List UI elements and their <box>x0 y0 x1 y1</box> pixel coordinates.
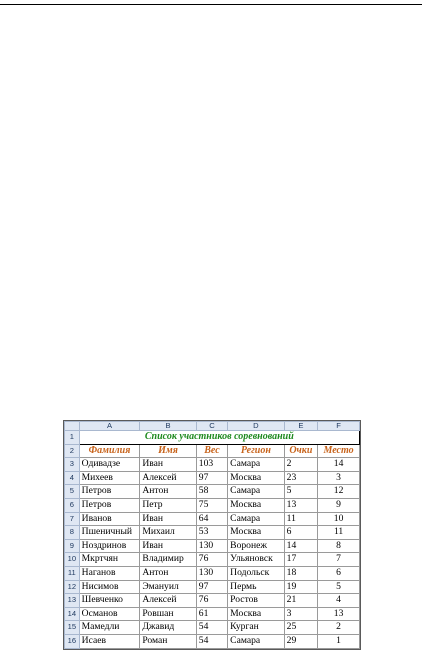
table-row <box>65 607 360 621</box>
table-row <box>65 471 360 485</box>
table-row <box>65 498 360 512</box>
points-cell[interactable]: 11 <box>284 512 317 526</box>
table-row <box>65 512 360 526</box>
surname-cell[interactable]: Пшеничный <box>79 526 140 540</box>
surname-cell[interactable]: Михеев <box>79 471 140 485</box>
weight-cell[interactable]: 61 <box>196 607 227 621</box>
place-cell[interactable]: 8 <box>318 539 360 553</box>
surname-cell[interactable]: Шевченко <box>79 594 140 608</box>
row-header[interactable]: 3 <box>65 458 80 472</box>
header-cell-place[interactable]: Место <box>318 444 360 458</box>
weight-cell[interactable]: 53 <box>196 526 227 540</box>
weight-cell[interactable]: 97 <box>196 580 227 594</box>
table-row <box>65 485 360 499</box>
place-cell[interactable]: 1 <box>318 634 360 648</box>
column-header-f[interactable]: F <box>318 422 360 431</box>
row-header[interactable]: 1 <box>65 431 80 445</box>
row-header[interactable]: 13 <box>65 594 80 608</box>
points-cell[interactable]: 13 <box>284 498 317 512</box>
points-cell[interactable]: 5 <box>284 485 317 499</box>
place-cell[interactable]: 3 <box>318 471 360 485</box>
surname-cell[interactable]: Мамедли <box>79 621 140 635</box>
row-header[interactable]: 14 <box>65 607 80 621</box>
header-cell-weight[interactable]: Вес <box>196 444 227 458</box>
title-row <box>65 431 360 445</box>
points-cell[interactable]: 6 <box>284 526 317 540</box>
place-cell[interactable]: 2 <box>318 621 360 635</box>
name-cell[interactable]: Иван <box>140 539 196 553</box>
table-row <box>65 634 360 648</box>
row-header[interactable]: 10 <box>65 553 80 567</box>
points-cell[interactable]: 3 <box>284 607 317 621</box>
place-cell[interactable]: 13 <box>318 607 360 621</box>
header-cell-region[interactable]: Регион <box>228 444 284 458</box>
weight-cell[interactable]: 103 <box>196 458 227 472</box>
name-cell[interactable]: Владимир <box>140 553 196 567</box>
place-cell[interactable]: 10 <box>318 512 360 526</box>
weight-cell[interactable]: 64 <box>196 512 227 526</box>
header-cell-name[interactable]: Имя <box>140 444 196 458</box>
row-header[interactable]: 16 <box>65 634 80 648</box>
surname-cell[interactable]: Наганов <box>79 566 140 580</box>
column-header-d[interactable]: D <box>228 422 284 431</box>
points-cell[interactable]: 14 <box>284 539 317 553</box>
weight-cell[interactable]: 76 <box>196 553 227 567</box>
weight-cell[interactable]: 75 <box>196 498 227 512</box>
table-row <box>65 539 360 553</box>
points-cell[interactable]: 23 <box>284 471 317 485</box>
place-cell[interactable]: 12 <box>318 485 360 499</box>
row-header[interactable]: 6 <box>65 498 80 512</box>
weight-cell[interactable]: 130 <box>196 539 227 553</box>
surname-cell[interactable]: Петров <box>79 498 140 512</box>
table-row <box>65 553 360 567</box>
row-header[interactable]: 9 <box>65 539 80 553</box>
weight-cell[interactable]: 76 <box>196 594 227 608</box>
name-cell[interactable]: Ровшан <box>140 607 196 621</box>
column-header-b[interactable]: B <box>140 422 196 431</box>
region-cell[interactable]: Самара <box>228 485 284 499</box>
select-all-corner[interactable] <box>65 422 80 431</box>
place-cell[interactable]: 11 <box>318 526 360 540</box>
place-cell[interactable]: 6 <box>318 566 360 580</box>
name-cell[interactable]: Петр <box>140 498 196 512</box>
row-header[interactable]: 8 <box>65 526 80 540</box>
region-cell[interactable]: Самара <box>228 634 284 648</box>
region-cell[interactable]: Москва <box>228 526 284 540</box>
surname-cell[interactable]: Мкртчян <box>79 553 140 567</box>
spreadsheet-grid <box>64 421 360 649</box>
name-cell[interactable]: Алексей <box>140 471 196 485</box>
name-cell[interactable]: Эмануил <box>140 580 196 594</box>
header-cell-points[interactable]: Очки <box>284 444 317 458</box>
place-cell[interactable]: 14 <box>318 458 360 472</box>
region-cell[interactable]: Пермь <box>228 580 284 594</box>
name-cell[interactable]: Иван <box>140 458 196 472</box>
name-cell[interactable]: Алексей <box>140 594 196 608</box>
column-header-c[interactable]: C <box>196 422 227 431</box>
row-header[interactable]: 5 <box>65 485 80 499</box>
name-cell[interactable]: Иван <box>140 512 196 526</box>
column-header-row <box>65 422 360 431</box>
row-header[interactable]: 15 <box>65 621 80 635</box>
weight-cell[interactable]: 58 <box>196 485 227 499</box>
region-cell[interactable]: Москва <box>228 607 284 621</box>
points-cell[interactable]: 19 <box>284 580 317 594</box>
row-header[interactable]: 12 <box>65 580 80 594</box>
surname-cell[interactable]: Ноздринов <box>79 539 140 553</box>
points-cell[interactable]: 17 <box>284 553 317 567</box>
region-cell[interactable]: Курган <box>228 621 284 635</box>
region-cell[interactable]: Подольск <box>228 566 284 580</box>
row-header[interactable]: 7 <box>65 512 80 526</box>
weight-cell[interactable]: 54 <box>196 634 227 648</box>
surname-cell[interactable]: Османов <box>79 607 140 621</box>
surname-cell[interactable]: Нисимов <box>79 580 140 594</box>
name-cell[interactable]: Роман <box>140 634 196 648</box>
region-cell[interactable]: Самара <box>228 458 284 472</box>
table-row <box>65 621 360 635</box>
place-cell[interactable]: 4 <box>318 594 360 608</box>
row-header[interactable]: 2 <box>65 444 80 458</box>
name-cell[interactable]: Антон <box>140 566 196 580</box>
points-cell[interactable]: 25 <box>284 621 317 635</box>
weight-cell[interactable]: 130 <box>196 566 227 580</box>
region-cell[interactable]: Воронеж <box>228 539 284 553</box>
points-cell[interactable]: 18 <box>284 566 317 580</box>
header-cell-surname[interactable]: Фамилия <box>79 444 140 458</box>
region-cell[interactable]: Ульяновск <box>228 553 284 567</box>
region-cell[interactable]: Ростов <box>228 594 284 608</box>
table-row <box>65 580 360 594</box>
name-cell[interactable]: Михаил <box>140 526 196 540</box>
table-row <box>65 566 360 580</box>
column-header-a[interactable]: A <box>79 422 140 431</box>
weight-cell[interactable]: 54 <box>196 621 227 635</box>
weight-cell[interactable]: 97 <box>196 471 227 485</box>
page-top-rule <box>0 4 422 5</box>
name-cell[interactable]: Антон <box>140 485 196 499</box>
table-row <box>65 458 360 472</box>
column-header-e[interactable]: E <box>284 422 317 431</box>
region-cell[interactable]: Москва <box>228 471 284 485</box>
name-cell[interactable]: Джавид <box>140 621 196 635</box>
surname-cell[interactable]: Исаев <box>79 634 140 648</box>
region-cell[interactable]: Москва <box>228 498 284 512</box>
place-cell[interactable]: 9 <box>318 498 360 512</box>
surname-cell[interactable]: Одивадзе <box>79 458 140 472</box>
table-row <box>65 526 360 540</box>
row-header[interactable]: 11 <box>65 566 80 580</box>
surname-cell[interactable]: Иванов <box>79 512 140 526</box>
points-cell[interactable]: 29 <box>284 634 317 648</box>
column-titles-row <box>65 444 360 458</box>
region-cell[interactable]: Самара <box>228 512 284 526</box>
table-row <box>65 594 360 608</box>
spreadsheet <box>63 420 361 650</box>
place-cell[interactable]: 7 <box>318 553 360 567</box>
surname-cell[interactable]: Петров <box>79 485 140 499</box>
row-header[interactable]: 4 <box>65 471 80 485</box>
points-cell[interactable]: 21 <box>284 594 317 608</box>
table-title-cell[interactable]: Список участников соревнований <box>79 431 359 445</box>
place-cell[interactable]: 5 <box>318 580 360 594</box>
points-cell[interactable]: 2 <box>284 458 317 472</box>
